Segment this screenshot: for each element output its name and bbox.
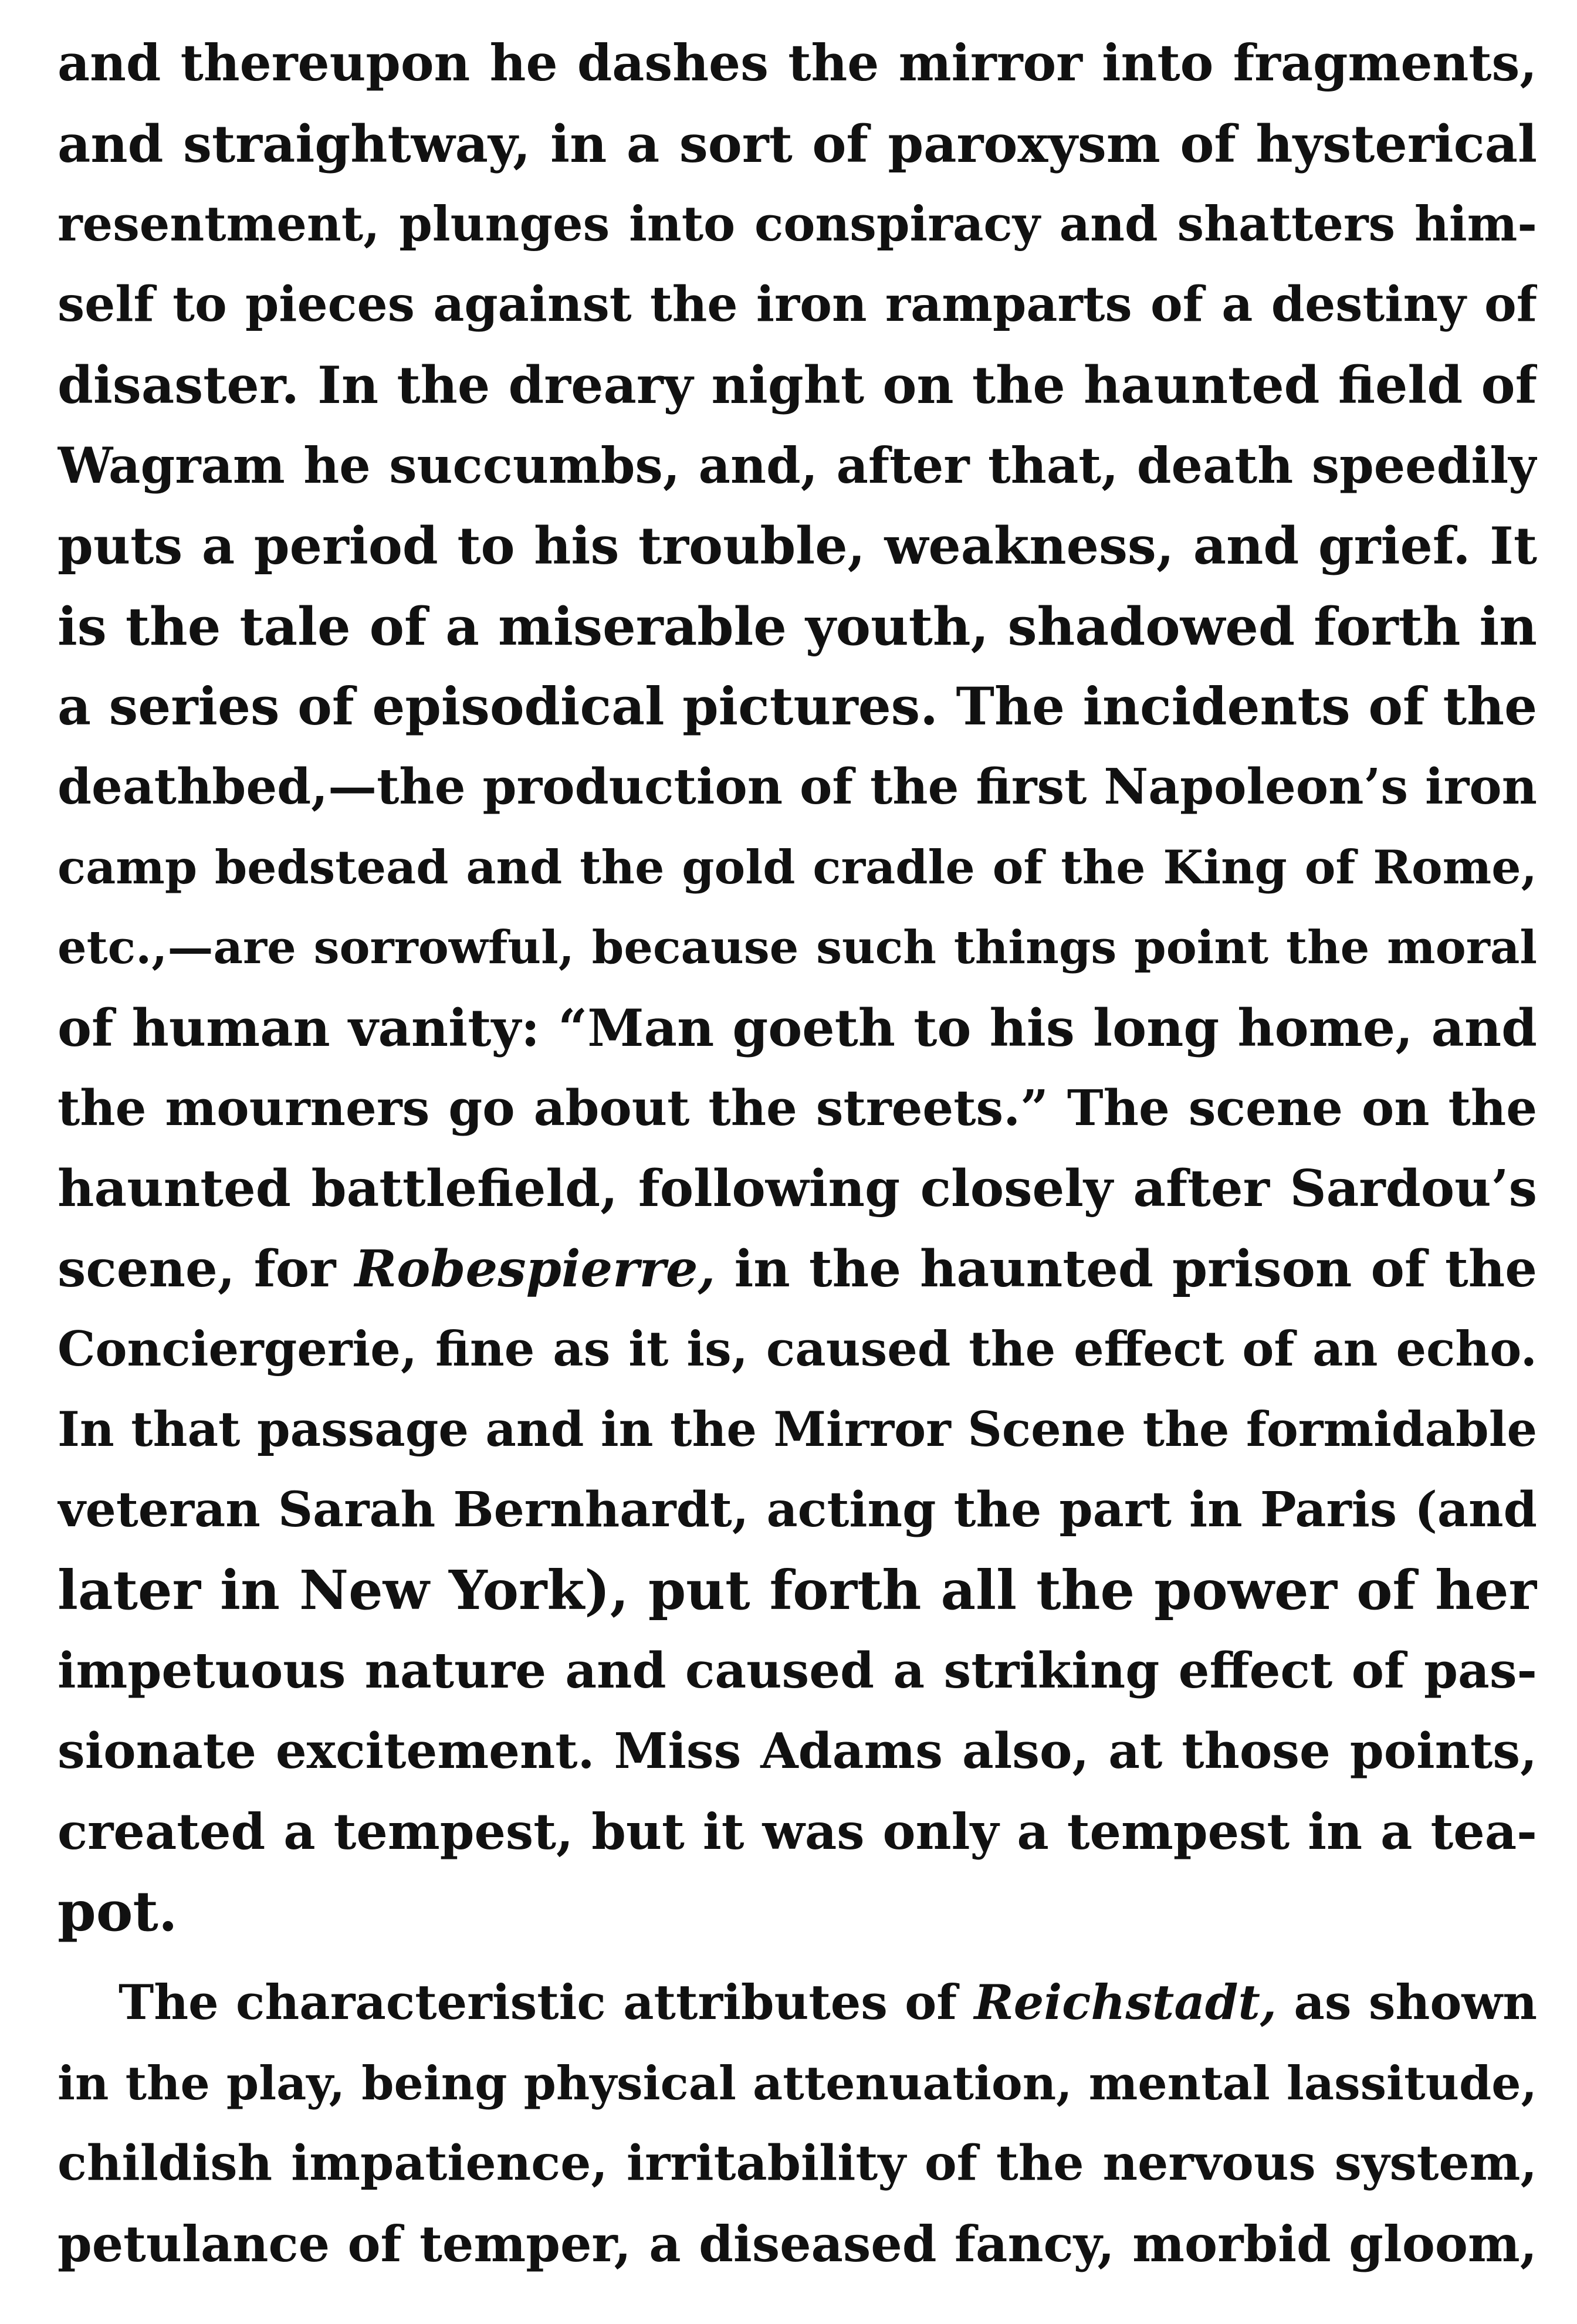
text-line: in the play, being physical attenuation, mental lassitude,: [57, 2056, 1537, 2110]
text-line: childish impatience, irritability of the nervous system,: [57, 2135, 1537, 2191]
text-line: created a tempest, but it was only a tempest in a tea-: [57, 1803, 1537, 1861]
text-line-with-italic: The characteristic attributes of Reichstadt, as shown: [119, 1975, 1537, 2031]
text-line: camp bedstead and the gold cradle of the King of Rome,: [57, 840, 1537, 895]
paragraph-1: [57, 23, 1537, 1952]
text-line: sionate excitement. Miss Adams also, at those points,: [57, 1722, 1537, 1780]
text-line: In that passage and in the Mirror Scene the formidable: [57, 1402, 1537, 1458]
text-line: and thereupon he dashes the mirror into fragments,: [57, 34, 1537, 93]
text-line: etc.,—are sorrowful, because such things point the moral: [57, 921, 1537, 974]
text-line: haunted battlefield, following closely after Sardou’s: [57, 1159, 1537, 1218]
document-page: [57, 23, 1537, 2284]
text-line: Conciergerie, fine as it is, caused the effect of an echo.: [57, 1322, 1537, 1377]
text-line: petulance of temper, a diseased fancy, morbid gloom,: [57, 2215, 1537, 2273]
text-line: is the tale of a miserable youth, shadowed forth in: [57, 595, 1537, 657]
text-line: disaster. In the dreary night on the haunted field of: [57, 355, 1537, 415]
paragraph-2: [57, 1963, 1537, 2284]
text-line: and straightway, in a sort of paroxysm of hysterical: [57, 114, 1537, 174]
text-line: later in New York), put forth all the power of her: [57, 1559, 1537, 1622]
text-line: Wagram he succumbs, and, after that, death speedily: [57, 436, 1537, 494]
italic-title: Reichstadt,: [974, 1975, 1277, 2031]
text-line: resentment, plunges into conspiracy and shatters him-: [57, 197, 1537, 252]
text-line: veteran Sarah Bernhardt, acting the part in Paris (and: [57, 1482, 1537, 1538]
text-line: impetuous nature and caused a striking effect of pas-: [57, 1642, 1537, 1699]
text-line: a series of episodical pictures. The incidents of the: [57, 676, 1537, 737]
text-line: of human vanity: “Man goeth to his long home, and: [57, 998, 1537, 1058]
text-line-with-italic: scene, for Robespierre, in the haunted prison of the: [57, 1239, 1537, 1299]
text-line: deathbed,—the production of the first Napoleon’s iron: [57, 758, 1537, 815]
text-line: puts a period to his trouble, weakness, and grief. It: [57, 516, 1537, 576]
italic-title: Robespierre,: [354, 1239, 716, 1299]
text-line: self to pieces against the iron ramparts of a destiny of: [57, 276, 1537, 333]
text-line: the mourners go about the streets.” The scene on the: [57, 1079, 1537, 1137]
paragraph-gap: [57, 1952, 1537, 1963]
text-line: pot.: [57, 1879, 178, 1944]
